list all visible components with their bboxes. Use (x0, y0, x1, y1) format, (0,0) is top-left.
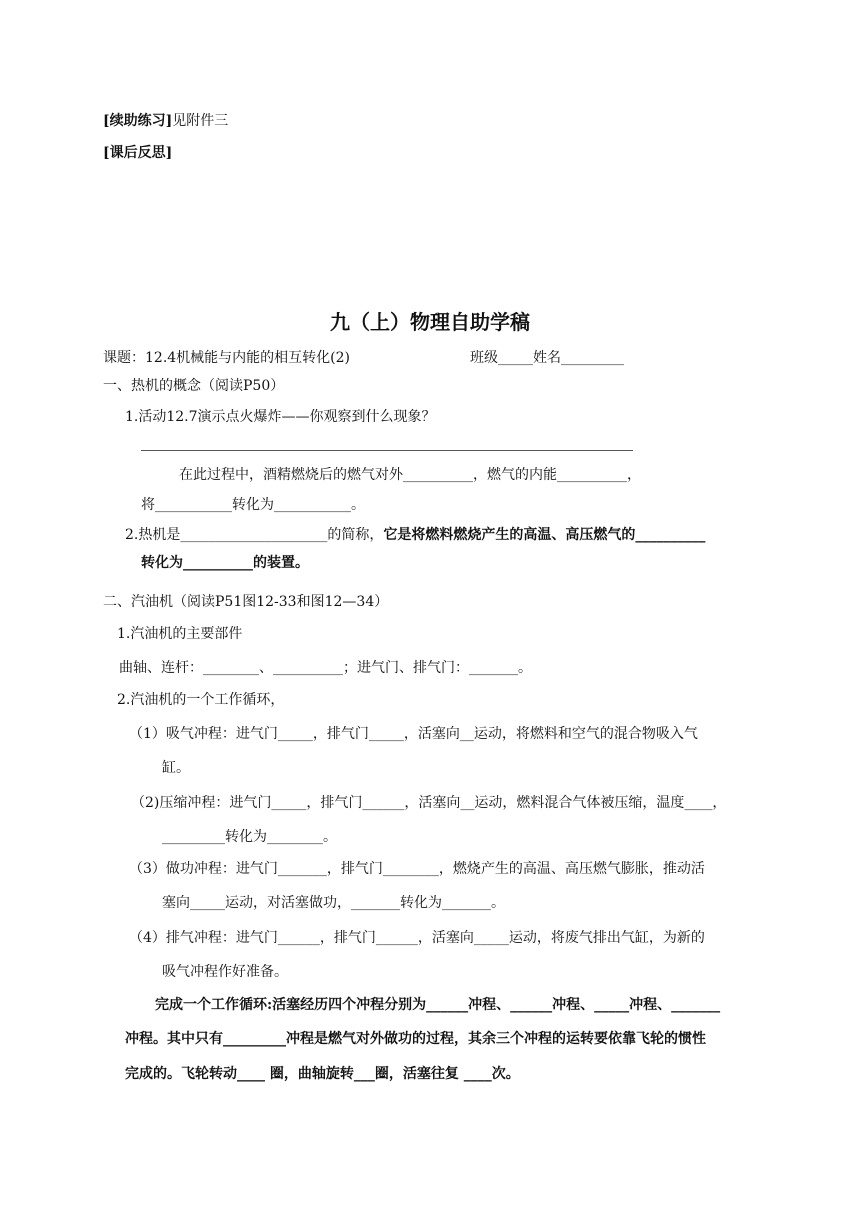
section-1-line-a: 在此过程中，酒精燃烧后的燃气对外__________，燃气的内能__________， (179, 467, 641, 483)
page-title: 九（上）物理自助学稿 (330, 310, 530, 334)
reflection-label: [课后反思] (103, 145, 173, 161)
summary-line-b: 冲程。其中只有_________冲程是燃气对外做功的过程，其余三个冲程的运转要依靠飞轮的惯性 (125, 1031, 706, 1047)
item-2-part-b: 它是将燃料燃烧产生的高温、高压燃气的__________ (383, 527, 706, 543)
power-stroke-line-b: 塞向_____运动，对活塞做功，_______转化为_______。 (162, 895, 505, 911)
section-2-item-2: 2.汽油机的一个工作循环， (117, 692, 285, 708)
practice-line (103, 111, 228, 131)
answer-underline (141, 450, 633, 451)
summary-line-c: 完成的。飞轮转动____ 圈，曲轴旋转___圈，活塞往复 ____次。 (125, 1066, 520, 1082)
section-1-heading: 一、热机的概念（阅读P50） (103, 378, 285, 394)
section-1-item-1: 1.活动12.7演示点火爆炸——你观察到什么现象？ (125, 409, 436, 425)
section-2-item-1: 1.汽油机的主要部件 (117, 626, 243, 642)
section-1-item-2 (125, 525, 705, 545)
item-2-part-a: 2.热机是_____________________的简称， (125, 527, 384, 543)
power-stroke-line-a: （3）做功冲程：进气门_______，排气门________，燃烧产生的高温、高压燃气膨胀，推动活 (129, 861, 705, 877)
practice-label: [续助练习] (103, 113, 173, 129)
summary-line-a: 完成一个工作循环:活塞经历四个冲程分别为______冲程、______冲程、_____冲程、_______ (155, 997, 721, 1013)
class-name-line: 班级_____姓名_________ (470, 350, 624, 366)
topic-line: 课题：12.4机械能与内能的相互转化(2) (103, 350, 351, 366)
compression-stroke-line-a: （2)压缩冲程：进气门_____，排气门______，活塞向__运动，燃料混合气体被压缩，温度____， (131, 795, 727, 811)
section-1-line-b: 将___________转化为___________。 (141, 497, 365, 513)
compression-stroke-line-b: _________转化为________。 (162, 829, 337, 845)
section-2-heading: 二、汽油机（阅读P51图12-33和图12—34） (103, 594, 389, 610)
exhaust-stroke-line-a: （4）排气冲程：进气门______，排气门______，活塞向_____运动，将废气排出气缸，为新的 (129, 930, 705, 946)
practice-text: 见附件三 (172, 113, 229, 129)
intake-stroke-line-b: 缸。 (162, 760, 190, 776)
section-1-item-2-continued: 转化为__________的装置。 (141, 555, 309, 571)
parts-line: 曲轴、连杆：________、__________；进气门、排气门：_______。 (119, 660, 532, 676)
exhaust-stroke-line-b: 吸气冲程作好准备。 (162, 964, 288, 980)
intake-stroke-line-a: （1）吸气冲程：进气门_____，排气门_____，活塞向__运动，将燃料和空气的混合物吸入气 (129, 726, 698, 742)
